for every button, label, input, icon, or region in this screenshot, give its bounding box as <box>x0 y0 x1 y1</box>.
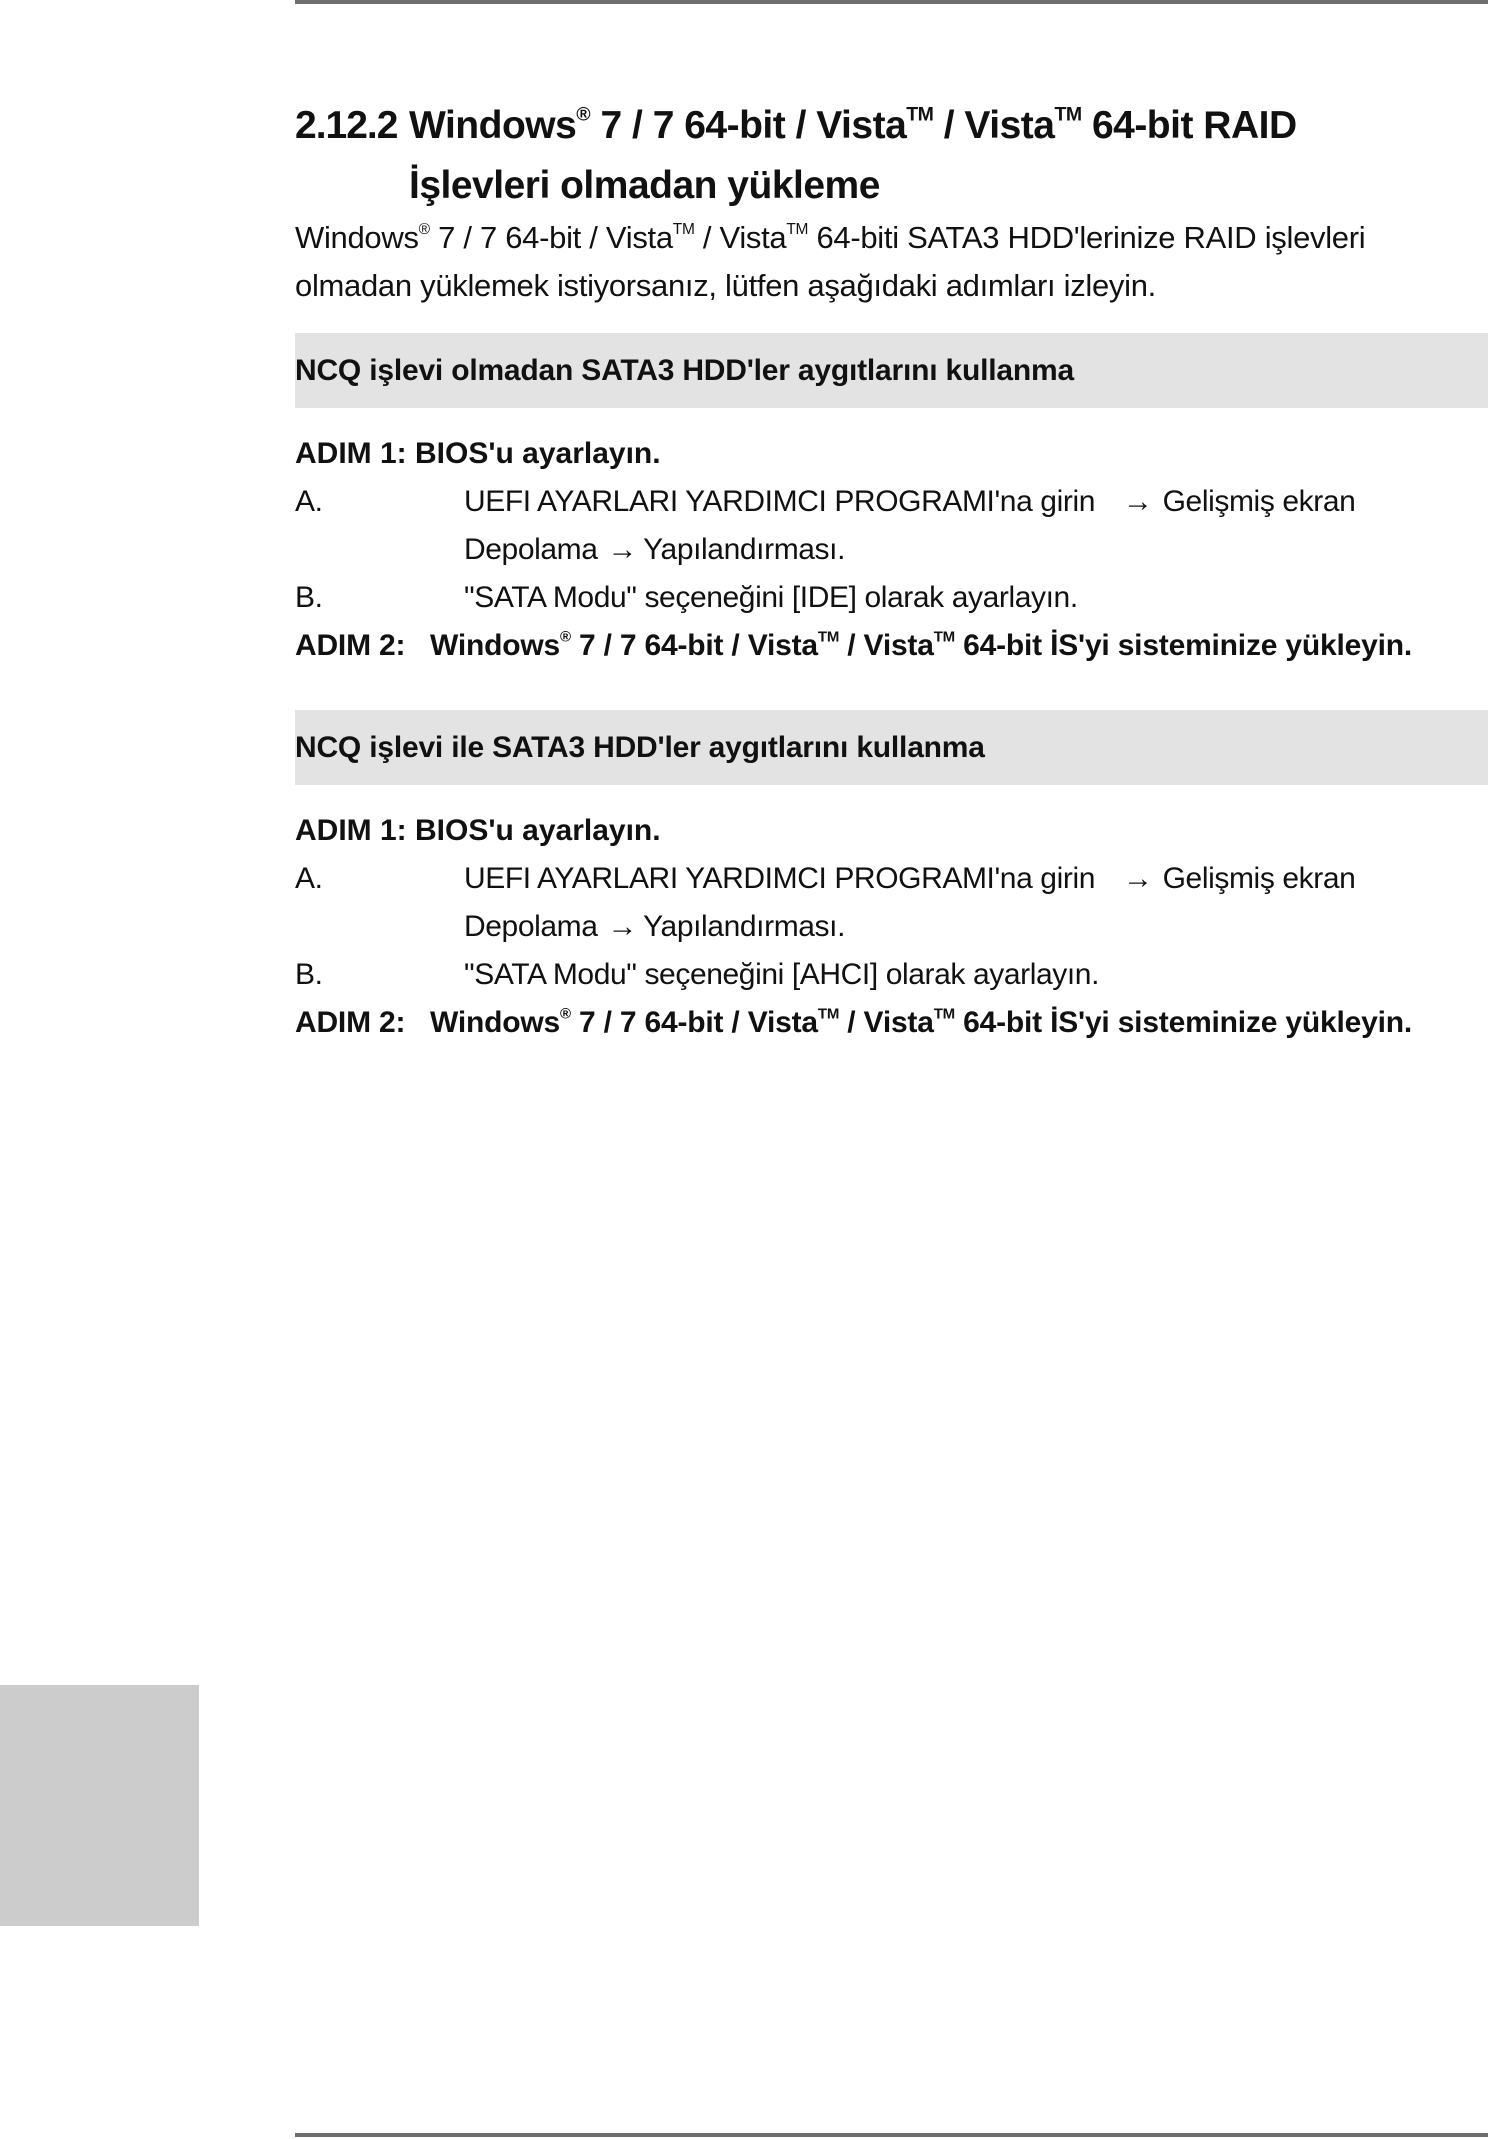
right-arrow-icon: → <box>607 910 638 943</box>
bottom-rule <box>295 2133 1488 2137</box>
section-number: 2.12.2 <box>295 104 398 147</box>
right-arrow-icon: → <box>1123 485 1153 518</box>
step1-item-b <box>295 574 1488 622</box>
section-title-line2: İşlevleri olmadan yükleme <box>409 164 880 207</box>
step2-heading: ADIM 2: Windows® 7 / 7 64-bit / Vista™ / Vista™ 64-bit İS'yi sisteminize yükleyin. <box>295 628 1412 662</box>
item-text: "SATA Modu" seçeneğini [IDE] olarak ayarlayın. <box>464 581 1078 614</box>
item-text: UEFI AYARLARI YARDIMCI PROGRAMI'na girin → Gelişmiş ekran Depolama → Yapılandırması. <box>464 855 1355 951</box>
section-title-line1: Windows® 7 / 7 64-bit / Vista™ / Vista™ 64-bit RAID <box>409 103 1297 147</box>
subsection-heading-with-ncq: NCQ işlevi ile SATA3 HDD'ler aygıtlarını kullanma <box>295 710 1488 785</box>
step1-item-b <box>295 951 1488 999</box>
intro-paragraph: Windows® 7 / 7 64-bit / Vista™ / Vista™ 64-biti SATA3 HDD'lerinize RAID işlevleri olmadan yüklemek istiyorsanız, lütfen aşağıdaki adımları izleyin. <box>295 220 1366 303</box>
page-content <box>295 96 1488 1047</box>
step1-item-a <box>295 855 1488 951</box>
step2-heading: ADIM 2: Windows® 7 / 7 64-bit / Vista™ / Vista™ 64-bit İS'yi sisteminize yükleyin. <box>295 1005 1412 1039</box>
item-label: B. <box>295 958 323 991</box>
item-label: A. <box>295 862 323 895</box>
right-arrow-icon: → <box>1123 862 1153 895</box>
step1-heading: ADIM 1: BIOS'u ayarlayın. <box>295 814 661 847</box>
item-label: A. <box>295 485 323 518</box>
side-tab-marker <box>0 1685 199 1926</box>
step1-heading: ADIM 1: BIOS'u ayarlayın. <box>295 437 661 470</box>
top-rule <box>295 0 1488 4</box>
subsection-heading-without-ncq: NCQ işlevi olmadan SATA3 HDD'ler aygıtlarını kullanma <box>295 333 1488 408</box>
item-label: B. <box>295 581 323 614</box>
item-text: UEFI AYARLARI YARDIMCI PROGRAMI'na girin → Gelişmiş ekran Depolama → Yapılandırması. <box>464 478 1355 574</box>
item-text: "SATA Modu" seçeneğini [AHCI] olarak ayarlayın. <box>464 958 1100 991</box>
right-arrow-icon: → <box>607 533 638 566</box>
step1-item-a <box>295 478 1488 574</box>
section-title <box>295 96 1488 216</box>
